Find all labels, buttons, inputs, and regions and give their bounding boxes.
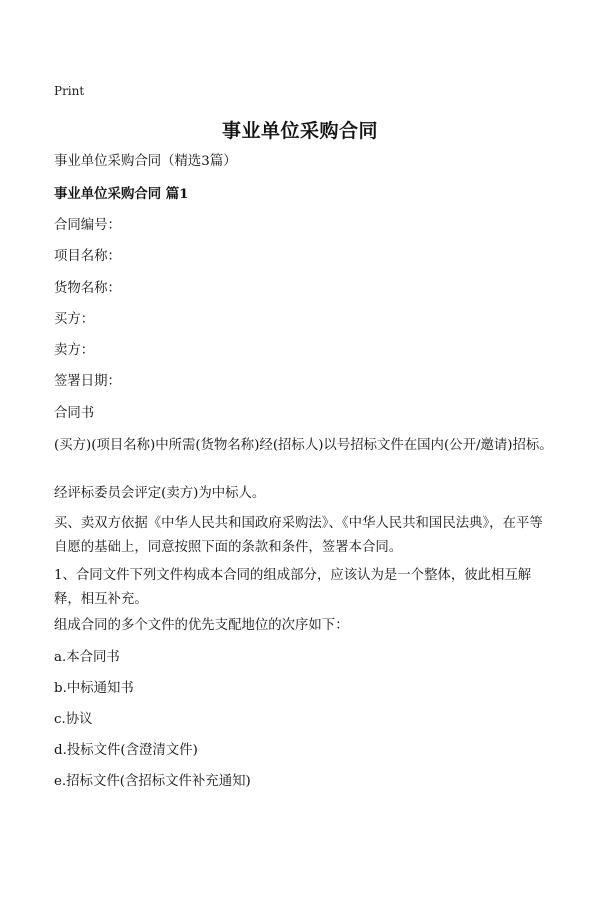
list-item: e.招标文件(含招标文件补充通知) xyxy=(54,774,251,789)
seller-field: 卖方： xyxy=(54,343,95,358)
goods-name-field: 货物名称： xyxy=(54,281,121,296)
contract-book-heading: 合同书 xyxy=(54,406,95,421)
paragraph-priority-order: 组成合同的多个文件的优先支配地位的次序如下： xyxy=(54,618,349,633)
list-item: b.中标通知书 xyxy=(54,681,134,696)
project-name-field: 项目名称： xyxy=(54,249,121,264)
contract-number-field: 合同编号： xyxy=(54,218,121,233)
document-title: 事业单位采购合同 xyxy=(221,120,378,142)
section-heading: 事业单位采购合同 篇1 xyxy=(54,186,189,202)
paragraph-tender: (买方)(项目名称)中所需(货物名称)经(招标人)以号招标文件在国内(公开/邀请)招标。 xyxy=(54,438,553,453)
list-item: d.投标文件(含澄清文件) xyxy=(54,743,198,758)
list-item: a.本合同书 xyxy=(54,650,120,665)
paragraph-legal-basis: 买、卖双方依据《中华人民共和国政府采购法》、《中华人民共和国民法典》，在平等自愿的基础上，同意按照下面的条款和条件，签署本合同。 xyxy=(54,516,543,555)
list-item: c.协议 xyxy=(54,712,93,727)
buyer-field: 买方： xyxy=(54,312,95,327)
print-label: Print xyxy=(54,84,85,98)
document-subtitle: 事业单位采购合同（精选3篇） xyxy=(54,154,237,169)
paragraph-winner: 经评标委员会评定(卖方)为中标人。 xyxy=(54,486,266,501)
paragraph-contract-documents: 1、合同文件下列文件构成本合同的组成部分，应该认为是一个整体，彼此相互解释，相互补充。 xyxy=(54,568,532,607)
sign-date-field: 签署日期： xyxy=(54,374,121,389)
